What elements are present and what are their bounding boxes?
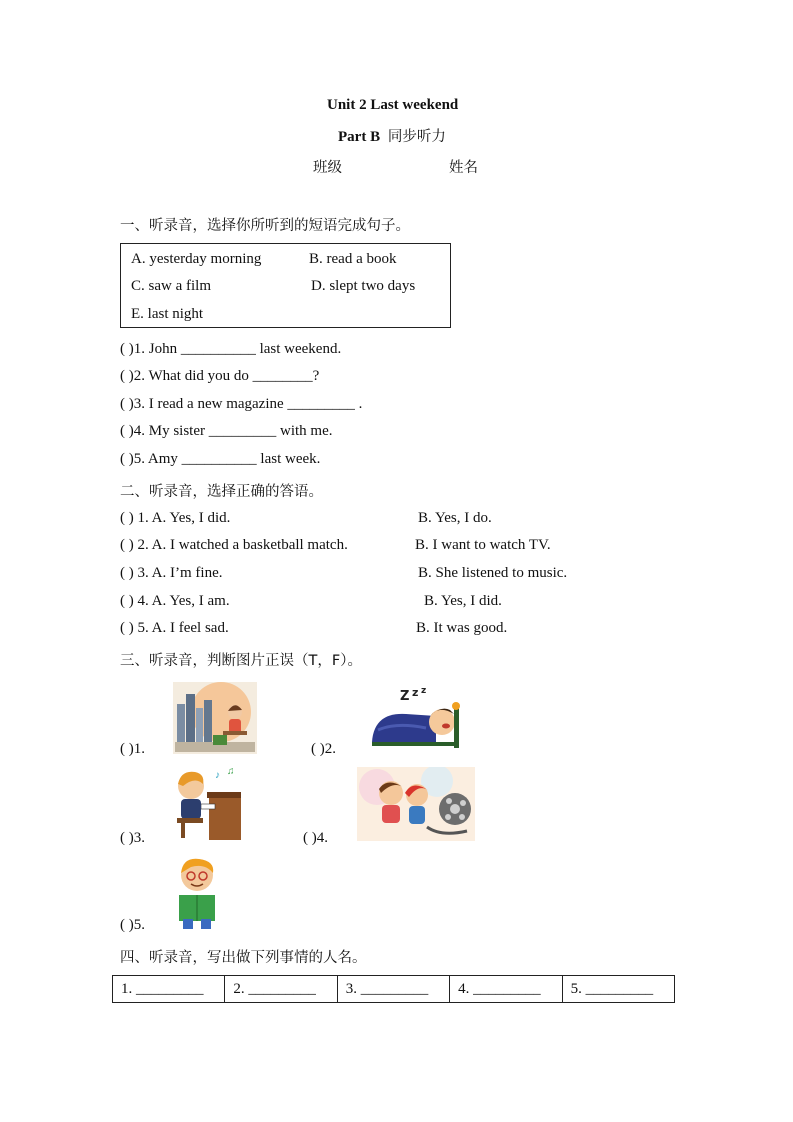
option-e: E. last night [131, 306, 204, 322]
s1-question-4: ( )4. My sister _________ with me. [120, 423, 333, 439]
s2-question-4-a: ( ) 4. A. Yes, I am. [120, 593, 230, 609]
svg-text:z: z [421, 686, 427, 696]
s1-question-2: ( )2. What did you do ________? [120, 368, 320, 384]
s3-item-2: ( )2. [311, 741, 336, 757]
svg-text:z: z [412, 686, 419, 699]
s2-question-2-b: B. I want to watch TV. [415, 537, 551, 553]
s2-question-3-b: B. She listened to music. [418, 565, 568, 581]
page-title: Unit 2 Last weekend [327, 97, 459, 113]
s3-item-4: ( )4. [303, 830, 328, 846]
piano-boy-picture [171, 766, 243, 842]
names-table [112, 975, 675, 1003]
s2-question-4-b: B. Yes, I did. [424, 593, 502, 609]
name-cell-2[interactable]: 2. _________ [225, 976, 337, 1003]
s2-question-5-b: B. It was good. [416, 620, 508, 636]
s1-question-3: ( )3. I read a new magazine _________ . [120, 396, 363, 412]
option-b: B. read a book [309, 251, 397, 267]
name-cell-1[interactable]: 1. _________ [113, 976, 225, 1003]
s1-question-1: ( )1. John __________ last weekend. [120, 341, 342, 357]
movie-kids-picture [357, 767, 475, 841]
option-a: A. yesterday morning [131, 251, 262, 267]
section3-heading: 三、听录音，判断图片正误（T，F）。 [120, 653, 362, 669]
sleeping-boy-picture [366, 684, 464, 754]
page-subtitle [338, 125, 446, 146]
s2-question-2-a: ( ) 2. A. I watched a basketball match. [120, 537, 348, 553]
svg-text:♪: ♪ [215, 770, 220, 781]
svg-text:♫: ♫ [227, 766, 235, 777]
section1-heading: 一、听录音，选择你所听到的短语完成句子。 [120, 218, 410, 234]
section2-heading: 二、听录音，选择正确的答语。 [120, 484, 323, 500]
reading-boy-picture [173, 853, 221, 931]
s3-item-1: ( )1. [120, 741, 145, 757]
name-cell-4[interactable]: 4. _________ [450, 976, 562, 1003]
s2-question-5-a: ( ) 5. A. I feel sad. [120, 620, 229, 636]
svg-text:Z: Z [400, 689, 410, 704]
s3-item-3: ( )3. [120, 830, 145, 846]
name-label: 姓名 [449, 160, 478, 176]
name-cell-3[interactable]: 3. _________ [337, 976, 449, 1003]
s2-question-1-a: ( ) 1. A. Yes, I did. [120, 510, 231, 526]
option-d: D. slept two days [311, 278, 416, 294]
subtitle-cn: 同步听力 [387, 129, 446, 145]
s3-item-5: ( )5. [120, 917, 145, 933]
name-cell-5[interactable]: 5. _________ [562, 976, 674, 1003]
subtitle-part: Part B [338, 129, 381, 145]
s2-question-1-b: B. Yes, I do. [418, 510, 492, 526]
s1-question-5: ( )5. Amy __________ last week. [120, 451, 321, 467]
city-worker-picture [173, 682, 257, 754]
section4-heading: 四、听录音，写出做下列事情的人名。 [120, 950, 367, 966]
table-row [113, 976, 675, 1003]
s2-question-3-a: ( ) 3. A. I’m fine. [120, 565, 223, 581]
class-label: 班级 [313, 160, 342, 176]
option-c: C. saw a film [131, 278, 211, 294]
